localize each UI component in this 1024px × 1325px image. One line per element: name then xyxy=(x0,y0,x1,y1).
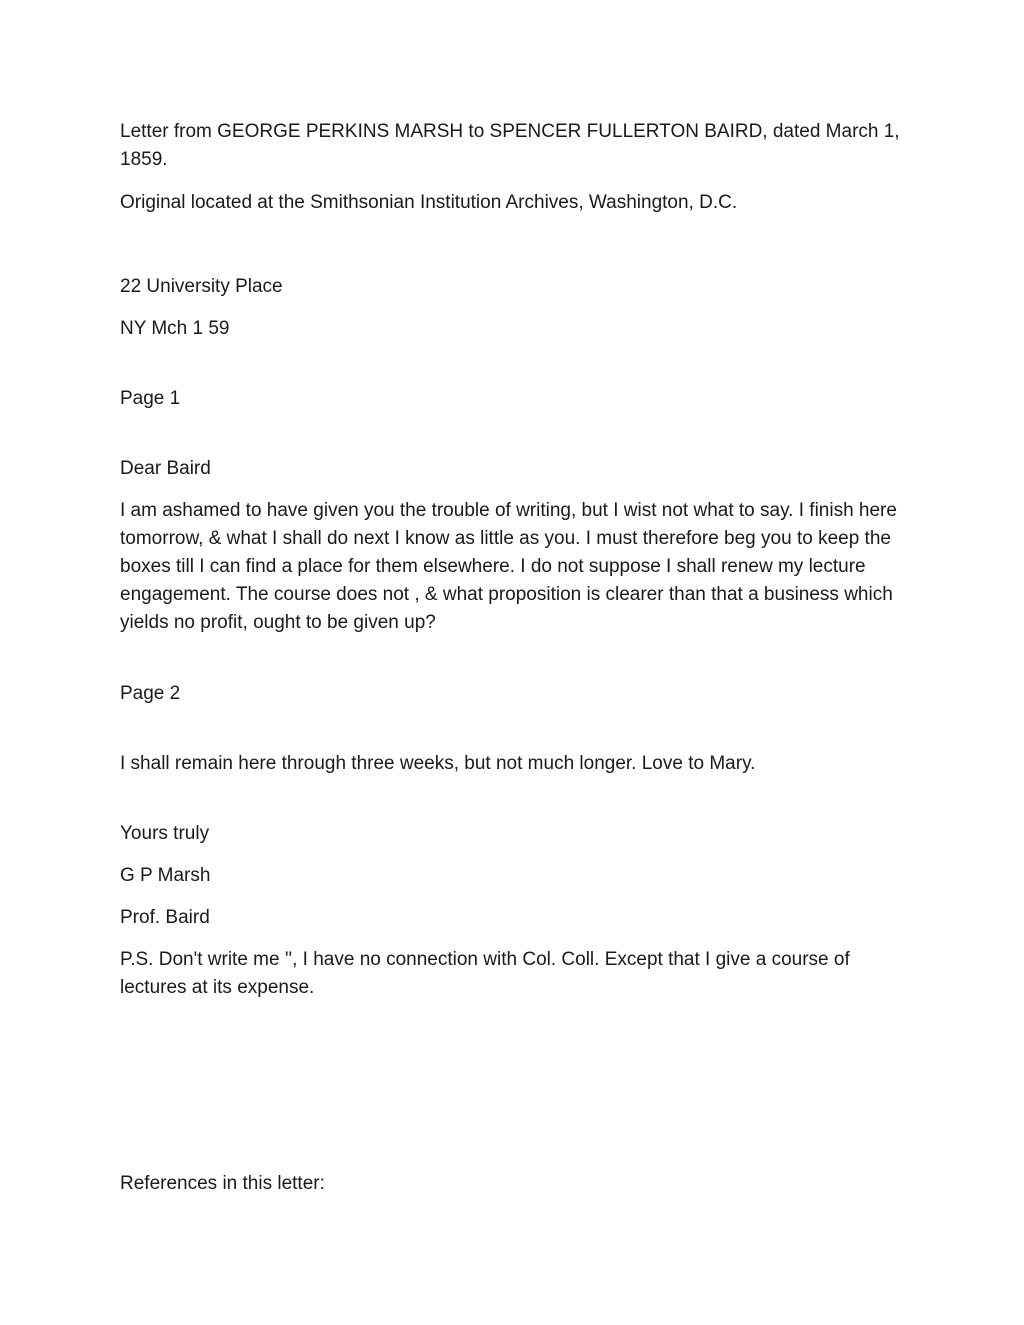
postscript: P.S. Don't write me '', I have no connection with Col. Coll. Except that I give a course of lectures at its expense. xyxy=(120,949,850,998)
signature: G P Marsh xyxy=(120,865,211,886)
salutation: Dear Baird xyxy=(120,458,211,479)
body-paragraph: I am ashamed to have given you the trouble of writing, but I wist not what to say. I finish here tomorrow, & what I shall do next I know as little as you. I must therefore beg you to keep the boxes till I can find a place for them elsewhere. I do not suppose I shall renew my lecture engagement. The course does not , & what proposition is clearer than that a business which yields no profit, ought to be given up? xyxy=(120,500,897,633)
page-2-label: Page 2 xyxy=(120,683,181,704)
page-1-label: Page 1 xyxy=(120,388,181,409)
page-2-paragraph: I shall remain here through three weeks, but not much longer. Love to Mary. xyxy=(120,753,756,774)
place-date-line: NY Mch 1 59 xyxy=(120,318,230,339)
letter-header: Letter from GEORGE PERKINS MARSH to SPENCER FULLERTON BAIRD, dated March 1, 1859. xyxy=(120,121,900,170)
recipient-line: Prof. Baird xyxy=(120,907,210,928)
references-heading: References in this letter: xyxy=(120,1173,325,1194)
address-line: 22 University Place xyxy=(120,276,283,297)
source-note: Original located at the Smithsonian Institution Archives, Washington, D.C. xyxy=(120,192,738,213)
closing: Yours truly xyxy=(120,823,210,844)
